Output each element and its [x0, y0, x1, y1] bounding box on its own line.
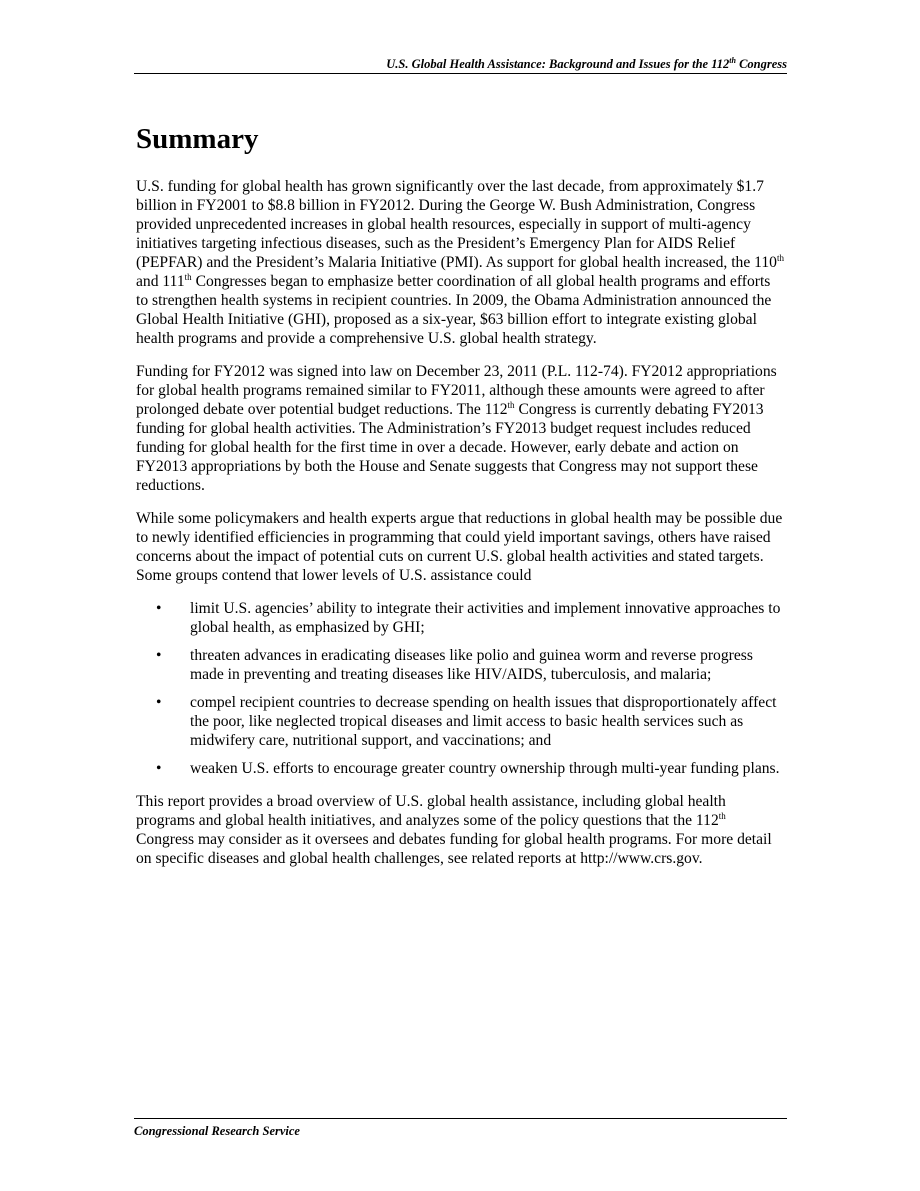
bullet-icon: • — [156, 600, 162, 617]
bullet-item — [136, 646, 786, 684]
bullet-text: compel recipient countries to decrease spending on health issues that disproportionately affect the poor, like neglected tropical diseases and limit access to basic health services such as midwifery care, nutritional support, and vaccinations; and — [190, 694, 777, 749]
page-title: Summary — [136, 123, 259, 155]
paragraph-3: While some policymakers and health experts argue that reductions in global health may be possible due to newly identified efficiencies in programming that could yield important savings, others have raised concerns about the impact of potential cuts on current U.S. global health activities and stated targets. Some groups contend that lower levels of U.S. assistance could — [136, 510, 783, 584]
bullet-item — [136, 759, 786, 778]
paragraph-1-text-a: U.S. funding for global health has grown significantly over the last decade, from approximately $1.7 billion in FY2001 to $8.8 billion in FY2012. During the George W. Bush Administration, Congress provided unprecedented increases in global health resources, especially in support of multi-agency initiatives targeting infectious diseases, such as the President’s Emergency Plan for AIDS Relief (PEPFAR) and the President’s Malaria Initiative (PMI). As support for global health increased, the 110 — [136, 178, 777, 271]
paragraph-2-text-a: Funding for FY2012 was signed into law on December 23, 2011 (P.L. 112-74). FY2012 appropriations for global health programs remained similar to FY2011, although these amounts were agreed to after prolonged debate over potential budget reductions. The 112 — [136, 363, 777, 418]
paragraph-2-text-b: Congress is currently debating FY2013 funding for global health activities. The Administration’s FY2013 budget request includes reduced funding for global health for the first time in over a decade. However, early debate and action on FY2013 appropriations by both the House and Senate suggests that Congress may not support these reductions. — [136, 401, 764, 494]
paragraph-4-text-b: Congress may consider as it oversees and debates funding for global health programs. For more detail on specific diseases and global health challenges, see related reports at http://www.crs.gov. — [136, 831, 772, 867]
paragraph-1-text-c: Congresses began to emphasize better coordination of all global health programs and efforts to strengthen health systems in recipient countries. In 2009, the Obama Administration announced the Global Health Initiative (GHI), proposed as a six-year, $63 billion effort to integrate existing global health programs and provide a comprehensive U.S. global health strategy. — [136, 273, 772, 347]
bullet-text: limit U.S. agencies’ ability to integrate their activities and implement innovative approaches to global health, as emphasized by GHI; — [190, 600, 781, 636]
running-header-text: U.S. Global Health Assistance: Background and Issues for the 112 — [386, 57, 730, 71]
ordinal-superscript: th — [776, 252, 784, 263]
paragraph-4 — [136, 792, 786, 868]
bullet-item — [136, 599, 786, 637]
ordinal-superscript: th — [507, 399, 515, 410]
bullet-icon: • — [156, 694, 162, 711]
bullet-icon: • — [156, 647, 162, 664]
paragraph-1 — [136, 177, 786, 348]
bullet-text: weaken U.S. efforts to encourage greater country ownership through multi-year funding plans. — [190, 760, 780, 777]
running-header-text-end: Congress — [735, 57, 787, 71]
bullet-list — [136, 599, 786, 778]
paragraph-2 — [136, 362, 786, 495]
paragraph-1-text-b: and 111 — [136, 273, 185, 290]
ordinal-superscript: th — [718, 810, 726, 821]
paragraph-4-text-a: This report provides a broad overview of U.S. global health assistance, including global health programs and global health initiatives, and analyzes some of the policy questions that the 112 — [136, 793, 726, 829]
ordinal-superscript: th — [184, 271, 192, 282]
bullet-item — [136, 693, 786, 750]
summary-body — [136, 177, 786, 882]
running-footer: Congressional Research Service — [134, 1118, 787, 1139]
bullet-text: threaten advances in eradicating diseases like polio and guinea worm and reverse progress made in preventing and treating diseases like HIV/AIDS, tuberculosis, and malaria; — [190, 647, 753, 683]
running-header — [134, 56, 787, 74]
running-header-superscript: th — [729, 55, 736, 65]
bullet-icon: • — [156, 760, 162, 777]
